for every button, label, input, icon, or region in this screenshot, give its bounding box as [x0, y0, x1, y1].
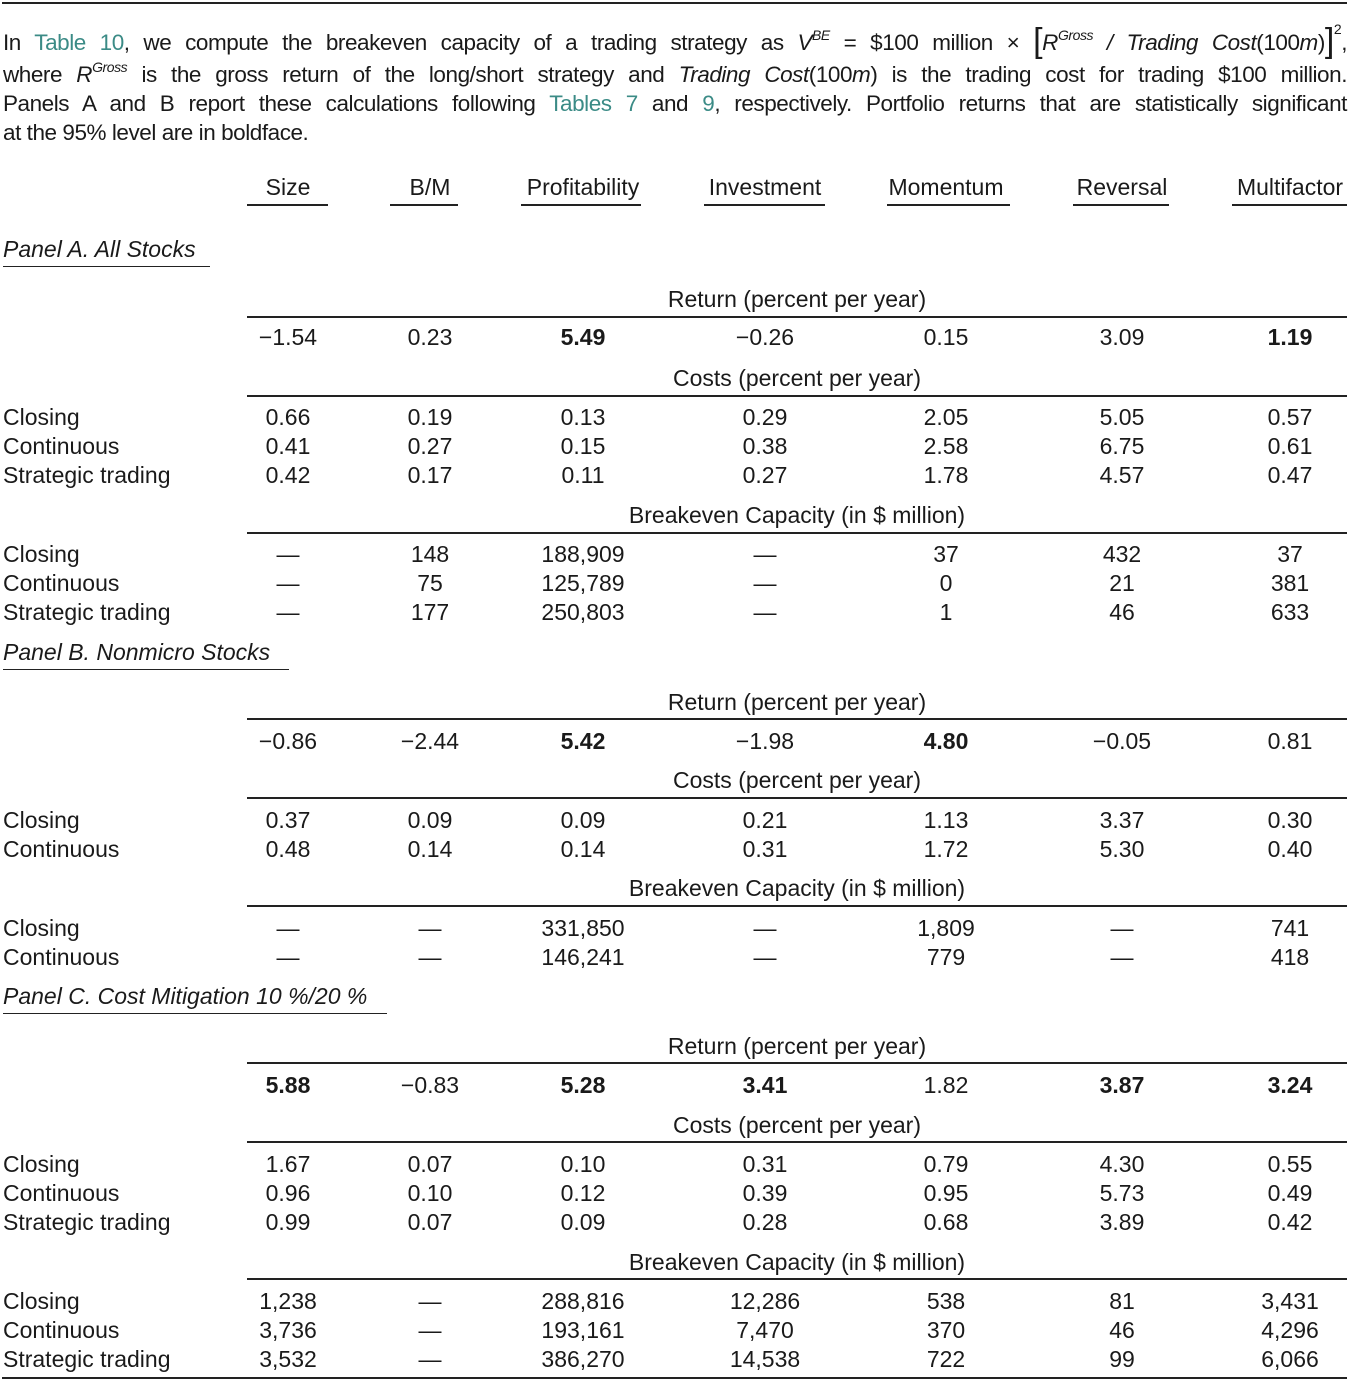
cost-value: 0.41 — [265, 433, 311, 459]
cost-value: 0.28 — [742, 1209, 788, 1235]
capacity-value: 14,538 — [729, 1346, 801, 1372]
capacity-value: — — [276, 570, 300, 596]
capacity-value: 177 — [410, 599, 450, 625]
capacity-value: — — [753, 599, 777, 625]
return-rule — [247, 316, 1347, 318]
capacity-value: — — [276, 599, 300, 625]
capacity-value: 0 — [939, 570, 953, 596]
costs-subheading: Costs (percent per year) — [673, 1112, 921, 1138]
formula-slash: / — [1093, 30, 1127, 55]
cost-value: 0.07 — [407, 1209, 453, 1235]
capacity-value: — — [418, 1288, 442, 1314]
capacity-value: — — [276, 541, 300, 567]
costs-subheading: Costs (percent per year) — [673, 767, 921, 793]
return-value: 1.19 — [1267, 324, 1313, 350]
capacity-rule — [247, 905, 1347, 907]
capacity-value: 21 — [1109, 570, 1135, 596]
column-header-underline — [521, 204, 641, 206]
column-header-underline — [247, 204, 328, 206]
capacity-value: 3,431 — [1261, 1288, 1319, 1314]
capacity-rule — [247, 532, 1347, 534]
capacity-value: 37 — [933, 541, 959, 567]
return-value: −0.83 — [400, 1072, 460, 1098]
column-header-b-m: B/M — [409, 174, 451, 200]
column-header-profitability: Profitability — [526, 174, 640, 200]
capacity-subheading: Breakeven Capacity (in $ million) — [628, 875, 966, 901]
capacity-subheading: Breakeven Capacity (in $ million) — [628, 502, 966, 528]
row-label: Continuous — [3, 944, 120, 970]
cost-value: 0.10 — [407, 1180, 453, 1206]
panel-title-underline — [3, 1013, 387, 1014]
caption-line-2 — [3, 60, 1347, 89]
caption-text: and — [637, 91, 703, 116]
row-label: Continuous — [3, 570, 120, 596]
capacity-value: 722 — [926, 1346, 966, 1372]
cost-value: 0.47 — [1267, 462, 1313, 488]
row-label: Continuous — [3, 836, 120, 862]
capacity-rule — [247, 1278, 1347, 1280]
capacity-subheading: Breakeven Capacity (in $ million) — [628, 1249, 966, 1275]
cost-value: 0.68 — [923, 1209, 969, 1235]
caption-text: , we compute the breakeven capacity of a trading strategy as — [123, 30, 798, 55]
cost-value: 0.48 — [265, 836, 311, 862]
capacity-value: 1,238 — [259, 1288, 317, 1314]
cost-value: 4.30 — [1099, 1151, 1145, 1177]
cost-value: 1.72 — [923, 836, 969, 862]
return-subheading: Return (percent per year) — [667, 689, 927, 715]
capacity-value: — — [418, 915, 442, 941]
return-value: 5.49 — [560, 324, 606, 350]
return-value: −0.26 — [735, 324, 795, 350]
caption-text: In — [3, 30, 35, 55]
panel-title: Panel B. Nonmicro Stocks — [3, 639, 271, 665]
capacity-value: 188,909 — [541, 541, 625, 567]
row-label: Closing — [3, 807, 80, 833]
capacity-value: 37 — [1277, 541, 1303, 567]
capacity-value: 633 — [1270, 599, 1310, 625]
cost-value: 0.11 — [561, 462, 605, 488]
formula-gross-superscript: Gross — [1057, 26, 1094, 43]
cost-value: 3.37 — [1099, 807, 1145, 833]
capacity-value: 1 — [939, 599, 953, 625]
capacity-value: 331,850 — [541, 915, 625, 941]
cost-value: 0.10 — [560, 1151, 606, 1177]
cost-value: 0.14 — [407, 836, 453, 862]
caption-line-3 — [3, 89, 1347, 118]
caption-text: is the gross return of the long/short strategy and — [127, 62, 679, 87]
row-label: Continuous — [3, 1180, 120, 1206]
capacity-value: 148 — [410, 541, 450, 567]
cost-value: 0.12 — [560, 1180, 606, 1206]
cost-value: 0.07 — [407, 1151, 453, 1177]
return-value: −0.86 — [258, 728, 318, 754]
formula-r: R — [76, 62, 93, 87]
table-bottom-rule — [2, 1377, 1347, 1379]
column-header-underline — [887, 204, 1010, 206]
return-value: 5.88 — [265, 1072, 311, 1098]
capacity-value: 386,270 — [541, 1346, 625, 1372]
return-rule — [247, 1062, 1347, 1064]
return-rule — [247, 718, 1347, 720]
cost-value: 5.05 — [1099, 404, 1145, 430]
cost-value: 1.13 — [923, 807, 969, 833]
return-value: 5.28 — [560, 1072, 606, 1098]
capacity-value: 99 — [1109, 1346, 1135, 1372]
cost-value: 5.30 — [1099, 836, 1145, 862]
caption-text: , respectively. Portfolio returns that are statistically significant — [714, 91, 1347, 116]
formula-paren: (100 — [1256, 30, 1300, 55]
cost-value: 0.40 — [1267, 836, 1313, 862]
capacity-value: 432 — [1102, 541, 1142, 567]
row-label: Strategic trading — [3, 462, 171, 488]
return-value: 5.42 — [560, 728, 606, 754]
capacity-value: — — [753, 944, 777, 970]
capacity-value: 779 — [926, 944, 966, 970]
return-value: 3.41 — [742, 1072, 788, 1098]
panel-title-underline — [3, 266, 210, 267]
capacity-value: 6,066 — [1261, 1346, 1319, 1372]
formula-paren-close: ) — [1317, 30, 1325, 55]
table-top-rule — [2, 2, 1347, 4]
capacity-value: 3,736 — [259, 1317, 317, 1343]
caption-line-4: at the 95% level are in boldface. — [3, 120, 309, 145]
cost-value: 0.09 — [560, 1209, 606, 1235]
costs-rule — [247, 797, 1347, 799]
return-value: −0.05 — [1092, 728, 1152, 754]
cost-value: 1.78 — [923, 462, 969, 488]
column-header-multifactor: Multifactor — [1236, 174, 1344, 200]
column-header-momentum: Momentum — [888, 174, 1004, 200]
caption-text: Panels A and B report these calculations following — [3, 91, 550, 116]
row-label: Continuous — [3, 433, 120, 459]
return-subheading: Return (percent per year) — [667, 286, 927, 312]
panel-title: Panel C. Cost Mitigation 10 %/20 % — [3, 983, 368, 1009]
formula-m: m — [852, 62, 871, 87]
cost-value: 0.13 — [560, 404, 606, 430]
cost-value: 0.61 — [1267, 433, 1313, 459]
column-header-underline — [704, 204, 825, 206]
formula-trading-cost: Trading Cost — [1126, 30, 1257, 55]
caption-text: = $100 million × — [829, 30, 1034, 55]
return-value: −1.98 — [735, 728, 795, 754]
capacity-value: — — [276, 944, 300, 970]
row-label: Closing — [3, 1151, 80, 1177]
cost-value: 0.27 — [407, 433, 453, 459]
cost-value: 0.49 — [1267, 1180, 1313, 1206]
caption-text: , — [1341, 30, 1348, 55]
cost-value: 0.14 — [560, 836, 606, 862]
cost-value: 0.39 — [742, 1180, 788, 1206]
caption-text: ) is the trading cost for trading $100 million. — [870, 62, 1347, 87]
cost-value: 0.30 — [1267, 807, 1313, 833]
cost-value: 0.42 — [1267, 1209, 1313, 1235]
return-value: 0.81 — [1267, 728, 1313, 754]
capacity-value: 1,809 — [917, 915, 975, 941]
capacity-value: 741 — [1270, 915, 1310, 941]
cost-value: 0.17 — [407, 462, 453, 488]
cost-value: 3.89 — [1099, 1209, 1145, 1235]
capacity-value: 46 — [1109, 1317, 1135, 1343]
cost-value: 0.38 — [742, 433, 788, 459]
caption-text: where — [3, 62, 77, 87]
formula-be-superscript: BE — [812, 26, 830, 43]
cost-value: 0.27 — [742, 462, 788, 488]
costs-rule — [247, 1141, 1347, 1143]
cost-value: 0.31 — [742, 1151, 788, 1177]
return-value: 4.80 — [923, 728, 969, 754]
column-header-investment: Investment — [708, 174, 822, 200]
capacity-value: 146,241 — [541, 944, 625, 970]
return-value: 3.09 — [1099, 324, 1145, 350]
column-header-underline — [1232, 204, 1347, 206]
cost-value: 0.99 — [265, 1209, 311, 1235]
capacity-value: 250,803 — [541, 599, 625, 625]
panel-title-underline — [3, 669, 289, 670]
cost-value: 5.73 — [1099, 1180, 1145, 1206]
capacity-value: 418 — [1270, 944, 1310, 970]
capacity-value: 538 — [926, 1288, 966, 1314]
return-value: −2.44 — [400, 728, 460, 754]
formula-r: R — [1042, 30, 1058, 55]
column-header-reversal: Reversal — [1076, 174, 1168, 200]
cost-value: 0.57 — [1267, 404, 1313, 430]
cost-value: 0.09 — [560, 807, 606, 833]
column-header-underline — [390, 204, 458, 206]
row-label: Strategic trading — [3, 599, 171, 625]
costs-rule — [247, 395, 1347, 397]
return-value: 0.23 — [407, 324, 453, 350]
formula-gross-superscript: Gross — [92, 58, 128, 75]
formula-trading-cost: Trading Cost — [678, 62, 809, 87]
cost-value: 0.15 — [560, 433, 606, 459]
capacity-value: 3,532 — [259, 1346, 317, 1372]
table-caption — [3, 21, 1348, 147]
capacity-value: — — [1110, 915, 1134, 941]
row-label: Closing — [3, 915, 80, 941]
capacity-value: — — [753, 915, 777, 941]
cost-value: 4.57 — [1099, 462, 1145, 488]
capacity-value: — — [1110, 944, 1134, 970]
capacity-value: 125,789 — [541, 570, 625, 596]
cost-value: 0.95 — [923, 1180, 969, 1206]
formula-paren: (100 — [808, 62, 853, 87]
formula-right-bracket: ] — [1324, 22, 1334, 60]
cost-value: 2.58 — [923, 433, 969, 459]
formula-v: V — [797, 30, 813, 55]
cost-value: 1.67 — [265, 1151, 311, 1177]
capacity-value: 75 — [417, 570, 443, 596]
capacity-value: 81 — [1109, 1288, 1135, 1314]
return-value: 0.15 — [923, 324, 969, 350]
capacity-value: 4,296 — [1261, 1317, 1319, 1343]
table-9-link[interactable]: 9 — [702, 91, 715, 116]
formula-left-bracket: [ — [1033, 22, 1043, 60]
formula-m: m — [1299, 30, 1318, 55]
cost-value: 0.19 — [407, 404, 453, 430]
row-label: Continuous — [3, 1317, 120, 1343]
cost-value: 0.31 — [742, 836, 788, 862]
cost-value: 0.21 — [742, 807, 788, 833]
caption-line-1 — [3, 21, 1348, 60]
costs-subheading: Costs (percent per year) — [673, 365, 921, 391]
capacity-value: 193,161 — [541, 1317, 625, 1343]
capacity-value: — — [753, 570, 777, 596]
cost-value: 0.09 — [407, 807, 453, 833]
capacity-value: 381 — [1270, 570, 1310, 596]
table-10-link[interactable]: Table 10 — [34, 30, 124, 55]
cost-value: 0.79 — [923, 1151, 969, 1177]
cost-value: 0.55 — [1267, 1151, 1313, 1177]
row-label: Closing — [3, 1288, 80, 1314]
capacity-value: 7,470 — [736, 1317, 794, 1343]
cost-value: 0.42 — [265, 462, 311, 488]
capacity-value: 46 — [1109, 599, 1135, 625]
return-value: −1.54 — [258, 324, 318, 350]
row-label: Strategic trading — [3, 1346, 171, 1372]
cost-value: 2.05 — [923, 404, 969, 430]
capacity-value: — — [418, 944, 442, 970]
row-label: Closing — [3, 404, 80, 430]
capacity-value: — — [753, 541, 777, 567]
cost-value: 0.66 — [265, 404, 311, 430]
return-subheading: Return (percent per year) — [667, 1033, 927, 1059]
cost-value: 0.37 — [265, 807, 311, 833]
capacity-value: — — [418, 1317, 442, 1343]
capacity-value: 370 — [926, 1317, 966, 1343]
capacity-value: 12,286 — [729, 1288, 801, 1314]
capacity-value: — — [418, 1346, 442, 1372]
column-header-size: Size — [265, 174, 311, 200]
tables-7-link[interactable]: Tables 7 — [549, 91, 638, 116]
row-label: Closing — [3, 541, 80, 567]
cost-value: 6.75 — [1099, 433, 1145, 459]
return-value: 3.24 — [1267, 1072, 1313, 1098]
row-label: Strategic trading — [3, 1209, 171, 1235]
cost-value: 0.29 — [742, 404, 788, 430]
cost-value: 0.96 — [265, 1180, 311, 1206]
formula-square: 2 — [1333, 21, 1342, 37]
capacity-value: — — [276, 915, 300, 941]
column-header-underline — [1073, 204, 1169, 206]
capacity-value: 288,816 — [541, 1288, 625, 1314]
panel-title: Panel A. All Stocks — [3, 236, 196, 262]
return-value: 3.87 — [1099, 1072, 1145, 1098]
return-value: 1.82 — [923, 1072, 969, 1098]
